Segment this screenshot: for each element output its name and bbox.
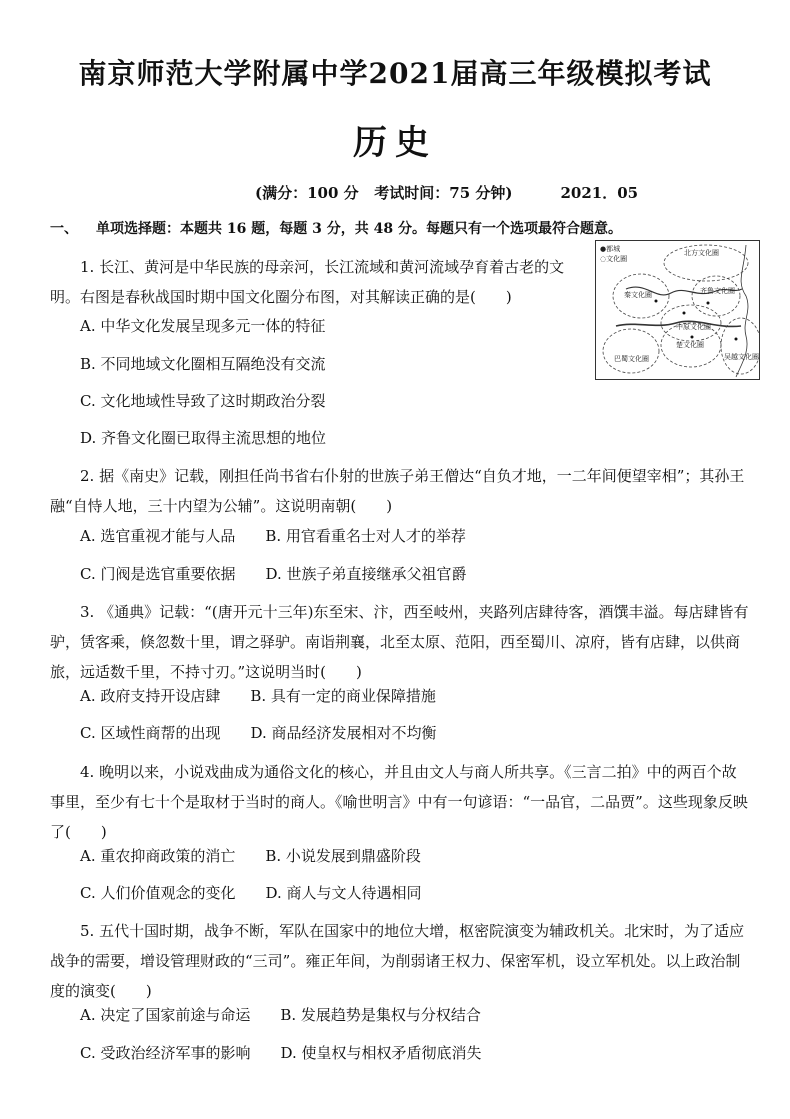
question-1-option-c[interactable]: C. 文化地域性导致了这时期政治分裂 (80, 392, 326, 410)
question-2-option-d[interactable]: D. 世族子弟直接继承父祖官爵 (265, 565, 467, 583)
question-3-option-b[interactable]: B. 具有一定的商业保障措施 (250, 687, 436, 705)
question-1-stem: 1. 长江、黄河是中华民族的母亲河，长江流域和黄河流域孕育着古老的文明。右图是春秋战国时期中国文化圈分布图，对其解读正确的是( ) (50, 258, 565, 306)
map-label-qin: 秦文化圈 (624, 291, 652, 299)
capital-dot (707, 302, 710, 305)
question-5-option-b[interactable]: B. 发展趋势是集权与分权结合 (280, 1006, 481, 1024)
question-1-option-a[interactable]: A. 中华文化发展呈现多元一体的特征 (80, 317, 326, 335)
question-3-option-a[interactable]: A. 政府支持开设店肆 (80, 687, 221, 705)
exam-title: 南京师范大学附属中学2021届高三年级模拟考试 (78, 57, 712, 90)
map-drawing (596, 241, 759, 379)
region-qilu (692, 276, 740, 316)
question-2-option-b[interactable]: B. 用官看重名士对人才的举荐 (265, 527, 466, 545)
map-label-bashu: 巴蜀文化圈 (614, 355, 649, 363)
question-5-option-a[interactable]: A. 决定了国家前途与命运 (80, 1006, 251, 1024)
question-5-option-c[interactable]: C. 受政治经济军事的影响 (80, 1044, 251, 1062)
question-2-options-row-1 (80, 521, 466, 551)
question-4-option-d[interactable]: D. 商人与文人待遇相同 (265, 884, 422, 902)
question-3-option-d[interactable]: D. 商品经济发展相对不均衡 (250, 724, 437, 742)
question-4-option-a[interactable]: A. 重农抑商政策的消亡 (80, 847, 236, 865)
map-label-wuyue: 吴越文化圈 (724, 353, 759, 361)
question-5-options-row-2 (80, 1038, 482, 1068)
question-2-options-row-2 (80, 559, 467, 589)
question-1-option-b[interactable]: B. 不同地域文化圈相互隔绝没有交流 (80, 355, 326, 373)
question-5-stem: 5. 五代十国时期，战争不断，军队在国家中的地位大增，枢密院演变为辅政机关。北宋时，为了适应战争的需要，增设管理财政的“三司”。雍正年间，为削弱诸王权力、保密军机，设立军机处。以上政治制度的演变( ) (50, 922, 745, 1000)
map-label-qilu: 齐鲁文化圈 (700, 287, 735, 295)
section-instructions: 单项选择题：本题共 16 题，每题 3 分，共 48 分。每题只有一个选项最符合题意。 (96, 221, 622, 237)
exam-subject: 历史 (353, 123, 437, 163)
exam-date: 2021．05 (560, 184, 639, 202)
section-heading (50, 218, 622, 238)
question-3-options-row-1 (80, 681, 436, 711)
capital-dot (683, 312, 686, 315)
question-5-options-row-1 (80, 1000, 481, 1030)
capital-dot (735, 338, 738, 341)
question-4-option-b[interactable]: B. 小说发展到鼎盛阶段 (265, 847, 421, 865)
question-4-stem: 4. 晚明以来，小说戏曲成为通俗文化的核心，并且由文人与商人所共享。《三言二拍》中的两百个故事里，至少有七十个是取材于当时的商人。《喻世明言》中有一句谚语：“一品官，二品贾”。这些现象反映了( ) (50, 763, 748, 841)
question-2-option-c[interactable]: C. 门阀是选官重要依据 (80, 565, 236, 583)
capital-dot (691, 336, 694, 339)
culture-region-map (595, 240, 760, 380)
capital-dot (655, 300, 658, 303)
map-label-chu: 楚文化圈 (676, 341, 704, 349)
question-3-options-row-2 (80, 718, 437, 748)
question-3-option-c[interactable]: C. 区域性商帮的出现 (80, 724, 221, 742)
question-5-option-d[interactable]: D. 使皇权与相权矛盾彻底消失 (280, 1044, 482, 1062)
question-1-option-d[interactable]: D. 齐鲁文化圈已取得主流思想的地位 (80, 429, 327, 447)
map-legend-region: ◌文化圈 (600, 255, 628, 263)
question-3-stem: 3. 《通典》记载：“(唐开元十三年)东至宋、汴，西至岐州，夹路列店肆待客，酒馔丰溢。每店肆皆有驴，赁客乘，倏忽数十里，谓之驿驴。南诣荆襄，北至太原、范阳，西至蜀川、凉府，皆有店肆，以供商旅，远适数千里，不持寸刃。”这说明当时( ) (50, 603, 749, 681)
section-number: 一、 (50, 221, 78, 237)
question-4-options-row-2 (80, 878, 422, 908)
exam-meta (255, 182, 638, 203)
question-2-option-a[interactable]: A. 选官重视才能与人品 (80, 527, 236, 545)
region-bashu (603, 329, 659, 373)
score-time-info: (满分：100 分 考试时间：75 分钟) (255, 184, 513, 202)
question-2-stem: 2. 据《南史》记载，刚担任尚书省右仆射的世族子弟王僧达“自负才地，一二年间便望宰相”；其孙王融“自恃人地，三十内望为公辅”。这说明南朝( ) (50, 467, 745, 515)
map-legend-capital: ●都城 (600, 245, 621, 253)
map-label-zhongyuan: 中原文化圈 (676, 323, 711, 331)
question-4-options-row-1 (80, 841, 421, 871)
question-4-option-c[interactable]: C. 人们价值观念的变化 (80, 884, 236, 902)
map-label-north: 北方文化圈 (684, 249, 719, 257)
